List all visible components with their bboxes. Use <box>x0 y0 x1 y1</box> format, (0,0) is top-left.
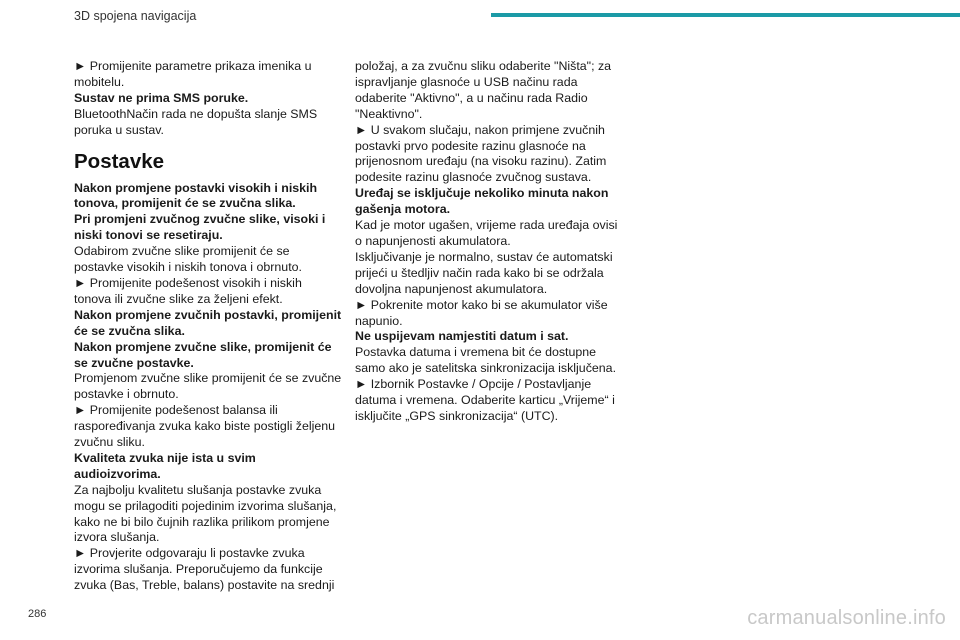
left-text-column <box>74 59 342 594</box>
body-paragraph: ► Promijenite podešenost visokih i niskih tonova ili zvučne slike za željeni efekt. <box>74 275 302 306</box>
header-accent-bar <box>491 13 960 17</box>
right-text-column <box>355 59 623 425</box>
body-paragraph: Postavka datuma i vremena bit će dostupne samo ako je satelitska sinkronizacija isključena. <box>355 345 617 376</box>
body-paragraph: BluetoothNačin rada ne dopušta slanje SMS poruka u sustav. <box>74 106 318 137</box>
body-paragraph: položaj, a za zvučnu sliku odaberite "Ništa"; za ispravljanje glasnoće u USB načinu rada odaberite "Aktivno", a u načinu rada Radio "Neaktivno". <box>355 59 612 121</box>
bold-paragraph: Ne uspijevam namjestiti datum i sat. <box>355 329 569 344</box>
body-paragraph: ► Provjerite odgovaraju li postavke zvuka izvorima slušanja. Preporučujemo da funkcije zvuka (Bas, Treble, balans) postavite na srednji <box>74 546 335 593</box>
bold-paragraph: Pri promjeni zvučnog zvučne slike, visoki i niski tonovi se resetiraju. <box>74 212 326 243</box>
body-paragraph: ► Izbornik Postavke / Opcije / Postavljanje datuma i vremena. Odaberite karticu „Vrijeme“ i isključite „GPS sinkronizacija“ (UTC). <box>355 377 615 423</box>
body-paragraph: Promjenom zvučne slike promijenit će se zvučne postavke i obrnuto. <box>74 371 342 402</box>
section-heading: Postavke <box>74 149 165 173</box>
bold-paragraph: Uređaj se isključuje nekoliko minuta nakon gašenja motora. <box>355 186 609 217</box>
section-header-title: 3D spojena navigacija <box>74 9 197 23</box>
body-paragraph: Odabirom zvučne slike promijenit će se postavke visokih i niskih tonova i obrnuto. <box>74 244 302 275</box>
body-paragraph: Za najbolju kvalitetu slušanja postavke zvuka mogu se prilagoditi pojedinim izvorima slušanja, kako ne bi bilo čujnih razlika prilikom promjene izvora slušanja. <box>74 482 337 545</box>
body-paragraph: ► Promijenite podešenost balansa ili raspoređivanja zvuka kako biste postigli željenu zvučnu sliku. <box>74 403 336 450</box>
body-paragraph: Isključivanje je normalno, sustav će automatski prijeći u štedljiv način rada kako bi se održala dovoljna napunjenost akumulatora. <box>355 249 613 296</box>
bold-paragraph: Nakon promjene zvučne slike, promijenit će se zvučne postavke. <box>74 339 332 370</box>
bold-paragraph: Nakon promjene zvučnih postavki, promijenit će se zvučna slika. <box>74 307 342 338</box>
watermark: carmanualsonline.info <box>747 607 946 629</box>
bold-paragraph: Sustav ne prima SMS poruke. <box>74 90 249 105</box>
body-paragraph: Kad je motor ugašen, vrijeme rada uređaja ovisi o napunjenosti akumulatora. <box>355 218 618 248</box>
page-number: 286 <box>28 608 47 620</box>
bold-paragraph: Kvaliteta zvuka nije ista u svim audioizvorima. <box>74 450 256 481</box>
body-paragraph: ► Promijenite parametre prikaza imenika u mobitelu. <box>74 59 312 89</box>
body-paragraph: ► U svakom slučaju, nakon primjene zvučnih postavki prvo podesite razinu glasnoće na prijenosnom uređaju (na visoku razinu). Zatim podesite razinu glasnoće zvučnog sustava. <box>355 122 607 185</box>
bold-paragraph: Nakon promjene postavki visokih i niskih tonova, promijenit će se zvučna slika. <box>74 180 318 211</box>
body-paragraph: ► Pokrenite motor kako bi se akumulator više napunio. <box>355 297 608 328</box>
